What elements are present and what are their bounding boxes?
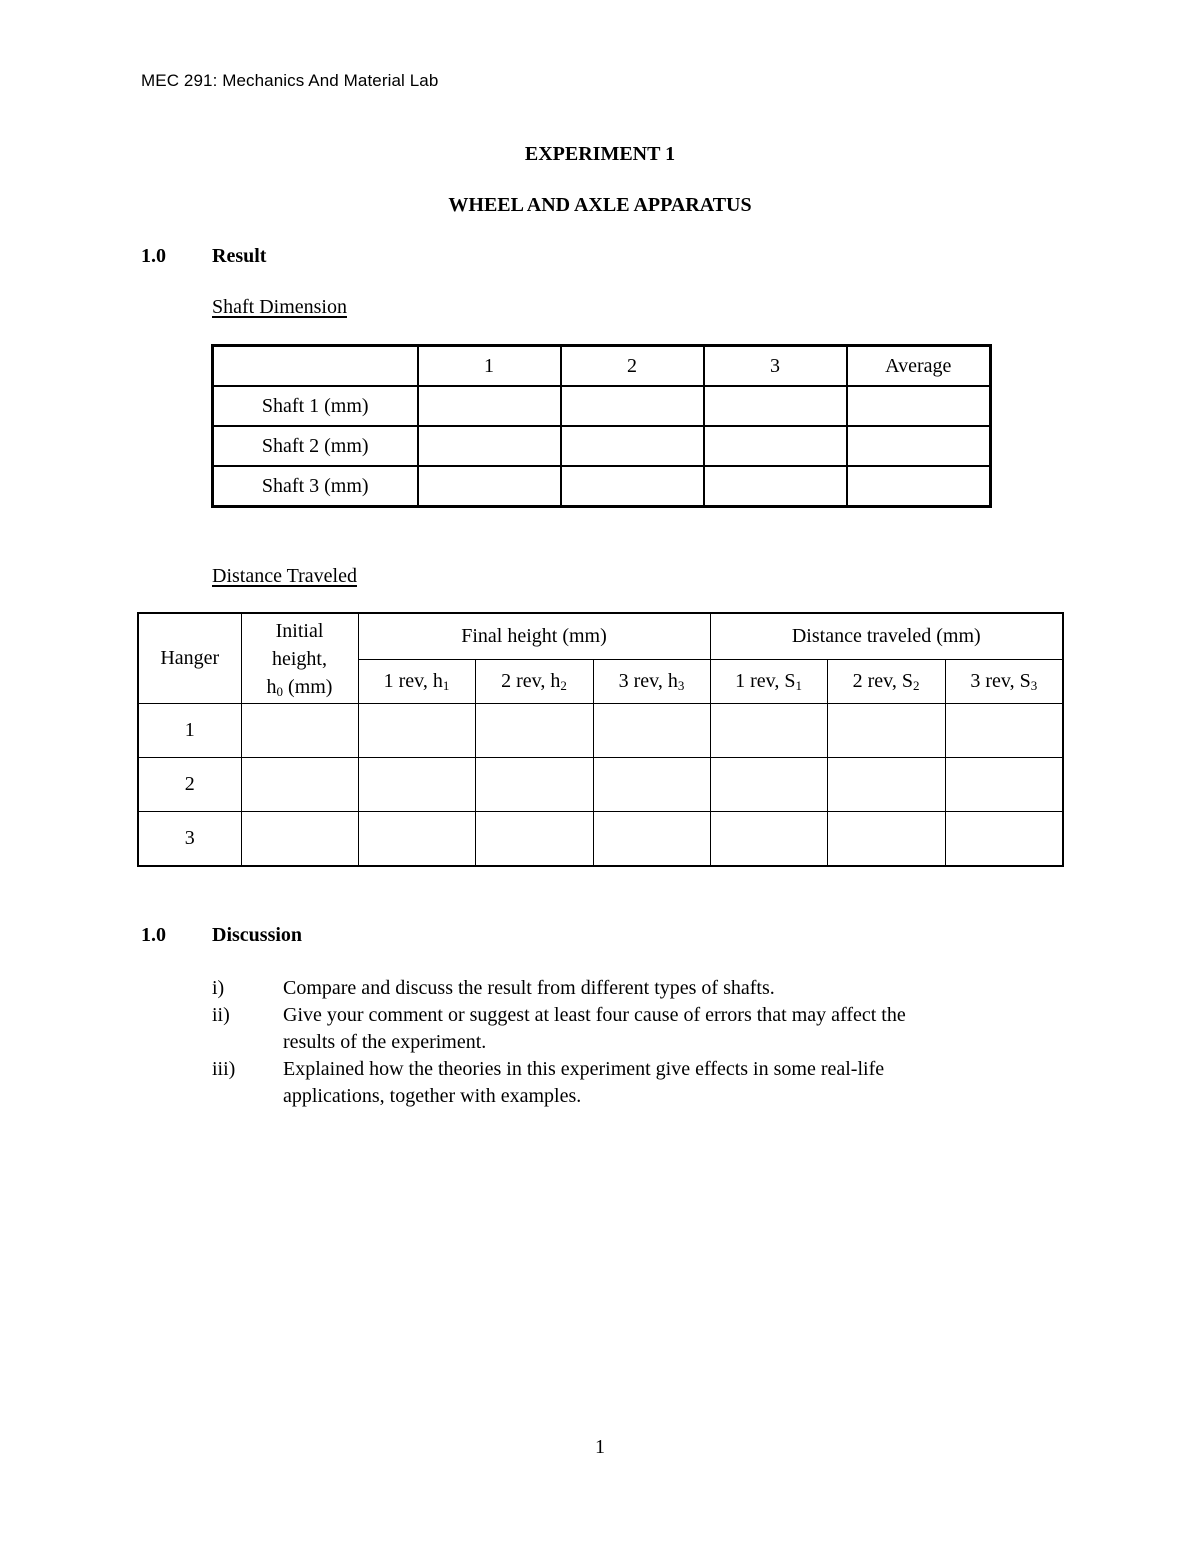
initial-height-subscript: 0 — [276, 683, 284, 699]
document-header: MEC 291: Mechanics And Material Lab — [141, 71, 439, 90]
item-text: applications, together with examples. — [283, 1085, 582, 1107]
table-cell — [418, 386, 561, 426]
table-cell — [847, 386, 991, 426]
experiment-name: WHEEL AND AXLE APPARATUS — [448, 194, 752, 216]
item-number: ii) — [212, 1004, 230, 1026]
list-item — [212, 975, 1042, 1002]
table-cell — [561, 386, 704, 426]
table-header-row — [138, 613, 1063, 660]
col-subscript: 3 — [1030, 678, 1038, 693]
table-cell — [945, 758, 1063, 812]
col-subscript: 1 — [442, 678, 450, 693]
table-cell — [945, 812, 1063, 867]
table-cell — [561, 426, 704, 466]
table-row — [138, 704, 1063, 758]
item-number: i) — [212, 977, 225, 999]
hanger-number: 2 — [138, 758, 241, 812]
col-subscript: 3 — [677, 678, 685, 693]
table-row — [138, 758, 1063, 812]
distance-traveled-header: Distance traveled (mm) — [710, 613, 1063, 660]
row-label: Shaft 1 (mm) — [213, 386, 418, 426]
hanger-number: 1 — [138, 704, 241, 758]
table-cell — [847, 426, 991, 466]
table-cell — [704, 426, 847, 466]
final-height-col — [475, 660, 593, 704]
table-cell — [358, 704, 475, 758]
table-row — [213, 426, 991, 466]
table-cell — [418, 426, 561, 466]
table-cell — [710, 812, 827, 867]
result-section-number: 1.0 — [141, 245, 166, 267]
table-cell — [710, 704, 827, 758]
table-cell — [358, 758, 475, 812]
col-subscript: 2 — [912, 678, 920, 693]
table-cell — [241, 758, 358, 812]
table-cell — [710, 758, 827, 812]
discussion-list — [212, 975, 1042, 1110]
final-height-col — [593, 660, 710, 704]
row-label: Shaft 3 (mm) — [213, 466, 418, 507]
table-row — [138, 812, 1063, 867]
initial-height-symbol: h — [266, 675, 277, 698]
table-row — [213, 466, 991, 507]
table-header-row — [213, 346, 991, 387]
hanger-number: 3 — [138, 812, 241, 867]
table-header-cell: 1 — [418, 346, 561, 387]
table-cell — [827, 812, 945, 867]
experiment-title: EXPERIMENT 1 — [524, 143, 676, 165]
table-cell — [945, 704, 1063, 758]
table-cell — [241, 704, 358, 758]
table-cell — [704, 386, 847, 426]
distance-traveled-table — [137, 612, 1064, 867]
table-header-cell — [213, 346, 418, 387]
table-cell — [593, 812, 710, 867]
final-height-col — [358, 660, 475, 704]
result-section-label: Result — [212, 245, 267, 267]
initial-height-header — [241, 613, 358, 704]
row-label: Shaft 2 (mm) — [213, 426, 418, 466]
table-header-cell: Average — [847, 346, 991, 387]
table-cell — [593, 758, 710, 812]
distance-col — [710, 660, 827, 704]
table-row — [213, 386, 991, 426]
table-cell — [241, 812, 358, 867]
col-subscript: 1 — [795, 678, 802, 693]
table-cell — [704, 466, 847, 507]
distance-traveled-heading: Distance Traveled — [212, 565, 357, 587]
table-cell — [593, 704, 710, 758]
table-cell — [418, 466, 561, 507]
table-cell — [358, 812, 475, 867]
table-header-cell: 3 — [704, 346, 847, 387]
col-label: 3 rev, h — [618, 670, 678, 692]
discussion-section-label: Discussion — [212, 924, 303, 946]
distance-col — [827, 660, 945, 704]
distance-col — [945, 660, 1063, 704]
initial-height-line1: Initial — [275, 619, 324, 642]
table-cell — [475, 758, 593, 812]
table-cell — [827, 704, 945, 758]
col-label: 1 rev, S — [735, 670, 796, 692]
item-text: Explained how the theories in this experiment give effects in some real-life — [283, 1058, 885, 1080]
page-number: 1 — [595, 1436, 605, 1458]
table-header-cell: 2 — [561, 346, 704, 387]
table-cell — [827, 758, 945, 812]
hanger-header: Hanger — [138, 613, 241, 704]
item-text: Give your comment or suggest at least four cause of errors that may affect the — [283, 1004, 906, 1026]
shaft-dimension-heading: Shaft Dimension — [212, 296, 347, 318]
col-subscript: 2 — [560, 678, 567, 693]
item-text: results of the experiment. — [283, 1031, 487, 1053]
item-text: Compare and discuss the result from different types of shafts. — [283, 977, 775, 999]
col-label: 3 rev, S — [970, 670, 1031, 692]
table-cell — [561, 466, 704, 507]
table-cell — [475, 812, 593, 867]
initial-height-unit: (mm) — [283, 675, 333, 698]
table-cell — [847, 466, 991, 507]
shaft-dimension-table — [211, 344, 992, 508]
col-label: 1 rev, h — [383, 670, 443, 692]
item-number: iii) — [212, 1058, 236, 1080]
list-item — [212, 1056, 1042, 1110]
discussion-section-number: 1.0 — [141, 924, 166, 946]
col-label: 2 rev, S — [852, 670, 913, 692]
list-item — [212, 1002, 1042, 1056]
final-height-header: Final height (mm) — [358, 613, 710, 660]
col-label: 2 rev, h — [501, 670, 561, 692]
initial-height-line2: height, — [272, 647, 327, 670]
table-cell — [475, 704, 593, 758]
